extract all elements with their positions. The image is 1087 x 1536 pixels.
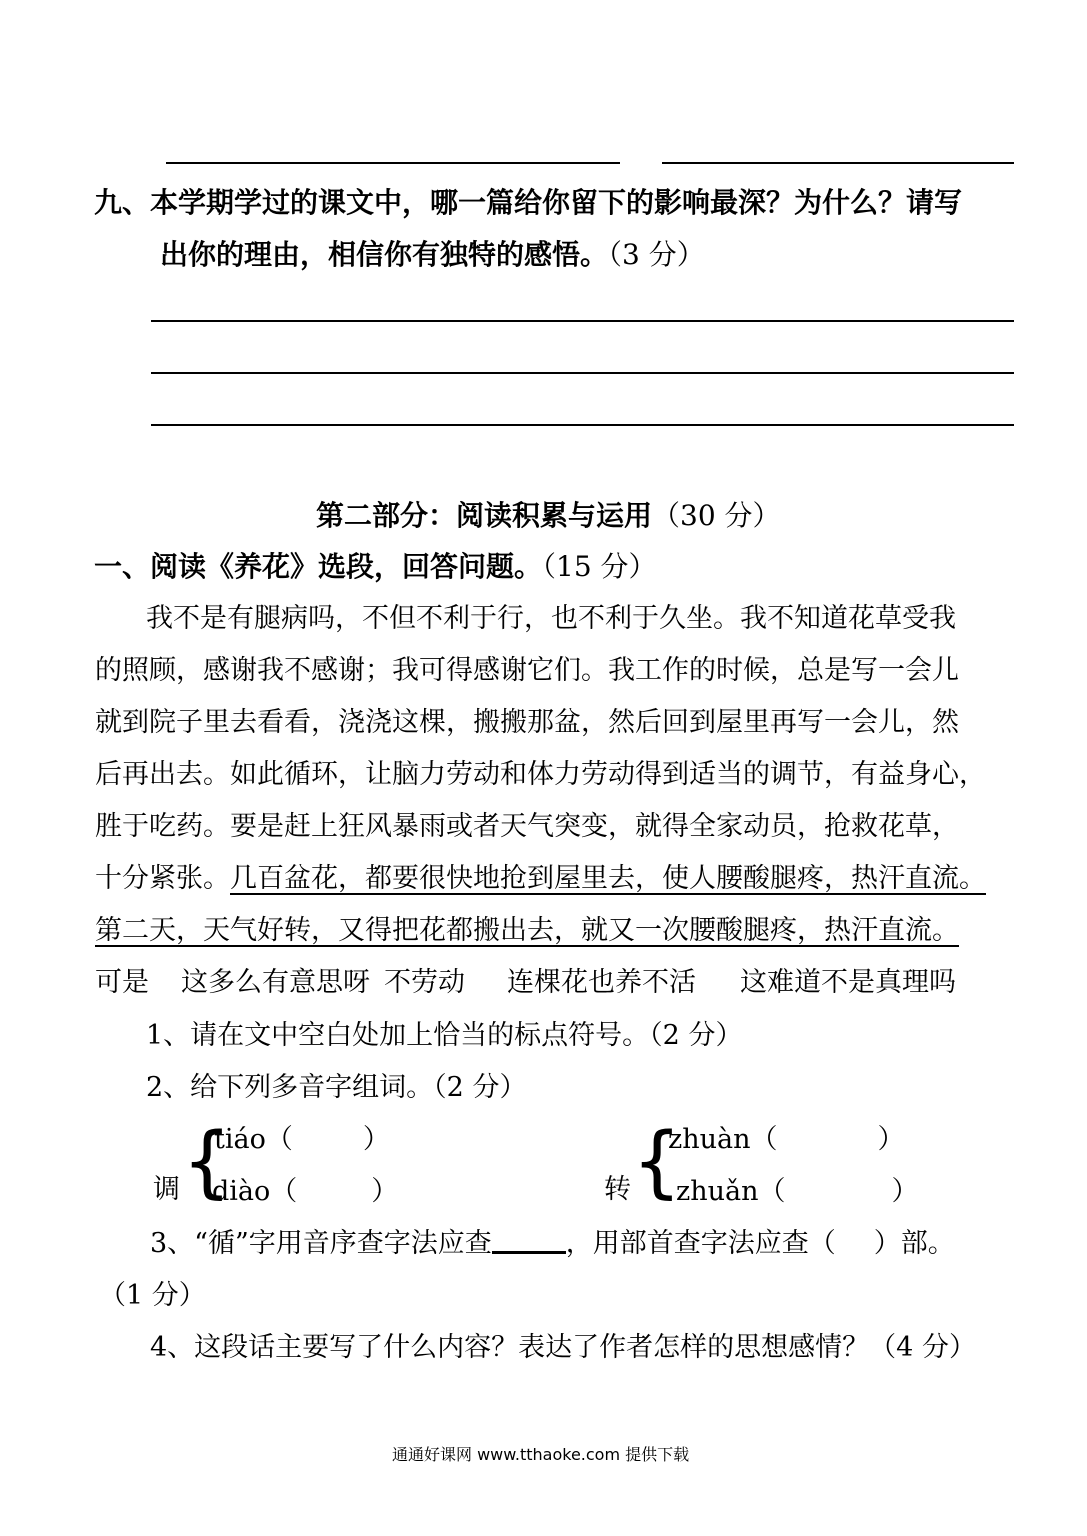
polyphone-2-reading-b <box>676 1166 919 1218</box>
passage-line-6-plain: 十分紧张。 <box>95 863 230 894</box>
polyphone-2-reading-b-close: ） <box>891 1176 919 1207</box>
passage-line-5: 胜于吃药。要是赶上狂风暴雨或者天气突变，就得全家动员，抢救花草， <box>95 811 959 842</box>
reading-score: （15 分） <box>542 550 657 583</box>
passage-line-8-part-1: 可是 <box>95 967 149 998</box>
polyphone-2-reading-a-close: ） <box>877 1124 905 1155</box>
page-footer: 通通好课网 www.tthaoke.com 提供下载 <box>392 1445 690 1464</box>
passage-line-1: 我不是有腿病吗，不但不利于行，也不利于久坐。我不知道花草受我 <box>146 603 956 634</box>
answer-line-2 <box>151 372 1014 374</box>
passage-line-8-part-3: 不劳动 <box>384 967 465 998</box>
question-3-part-a: 3、“循”字用音序查字法应查 <box>150 1228 492 1259</box>
passage-line-8-part-4: 连棵花也养不活 <box>507 967 696 998</box>
question-4: 4、这段话主要写了什么内容？表达了作者怎样的思想感情？（4 分） <box>150 1332 976 1363</box>
passage-line-4: 后再出去。如此循环，让脑力劳动和体力劳动得到适当的调节，有益身心， <box>95 759 986 790</box>
polyphone-1-reading-a-text: tiáo（ <box>214 1124 293 1155</box>
question-3 <box>150 1218 955 1270</box>
question-3-part-c: ）部。 <box>873 1228 955 1259</box>
passage-underlined-sentence-1: 几百盆花，都要很快地抢到屋里去，使人腰酸腿疼，热汗直流。 <box>230 863 986 894</box>
answer-line-top-left <box>166 162 620 164</box>
answer-line-3 <box>151 424 1014 426</box>
polyphone-2-reading-a <box>668 1114 905 1166</box>
question-2: 2、给下列多音字组词。（2 分） <box>146 1072 527 1103</box>
polyphone-1-reading-b-text: diào（ <box>212 1176 298 1207</box>
question-3-part-b: ，用部首查字法应查（ <box>565 1228 836 1259</box>
passage-line-3: 就到院子里去看看，浇浇这棵，搬搬那盆，然后回到屋里再写一会儿，然 <box>95 707 959 738</box>
reading-heading-text: 一、阅读《养花》选段，回答问题。 <box>94 550 543 583</box>
polyphone-1-reading-a <box>214 1114 390 1166</box>
question-3-score: （1 分） <box>99 1280 206 1311</box>
polyphone-char-2: 转 <box>604 1174 631 1205</box>
part-2-score: （30 分） <box>652 499 781 532</box>
brace-left-2: { <box>632 1117 682 1207</box>
polyphone-char-1: 调 <box>153 1174 180 1205</box>
answer-line-top-right <box>662 162 1014 164</box>
answer-line-1 <box>151 320 1014 322</box>
polyphone-2-reading-b-text: zhuǎn（ <box>676 1176 786 1207</box>
passage-line-8-part-5: 这难道不是真理吗 <box>740 967 956 998</box>
question-9-line2-text: 出你的理由，相信你有独特的感悟。 <box>160 238 609 271</box>
passage-line-8-part-2: 这多么有意思呀 <box>181 967 370 998</box>
question-9-line2 <box>160 235 705 275</box>
question-9-line1: 九、本学期学过的课文中，哪一篇给你留下的影响最深？为什么？请写 <box>94 186 963 219</box>
polyphone-1-reading-a-close: ） <box>362 1124 390 1155</box>
passage-line-6 <box>95 853 986 905</box>
part-2-title-text: 第二部分：阅读积累与运用 <box>316 499 653 532</box>
passage-underlined-sentence-2: 第二天，天气好转，又得把花都搬出去，就又一次腰酸腿疼，热汗直流。 <box>95 915 959 946</box>
question-9-score: （3 分） <box>608 238 705 271</box>
passage-line-8 <box>95 957 956 1009</box>
passage-line-2: 的照顾，感谢我不感谢；我可得感谢它们。我工作的时候，总是写一会儿 <box>95 655 959 686</box>
reading-heading <box>94 547 657 587</box>
brace-left-1: { <box>182 1117 232 1207</box>
polyphone-1-reading-b-close: ） <box>371 1176 399 1207</box>
question-3-blank[interactable] <box>492 1227 566 1254</box>
part-2-title <box>316 496 781 536</box>
question-1: 1、请在文中空白处加上恰当的标点符号。（2 分） <box>146 1020 743 1051</box>
polyphone-2-reading-a-text: zhuàn（ <box>668 1124 778 1155</box>
polyphone-1-reading-b <box>212 1166 398 1218</box>
